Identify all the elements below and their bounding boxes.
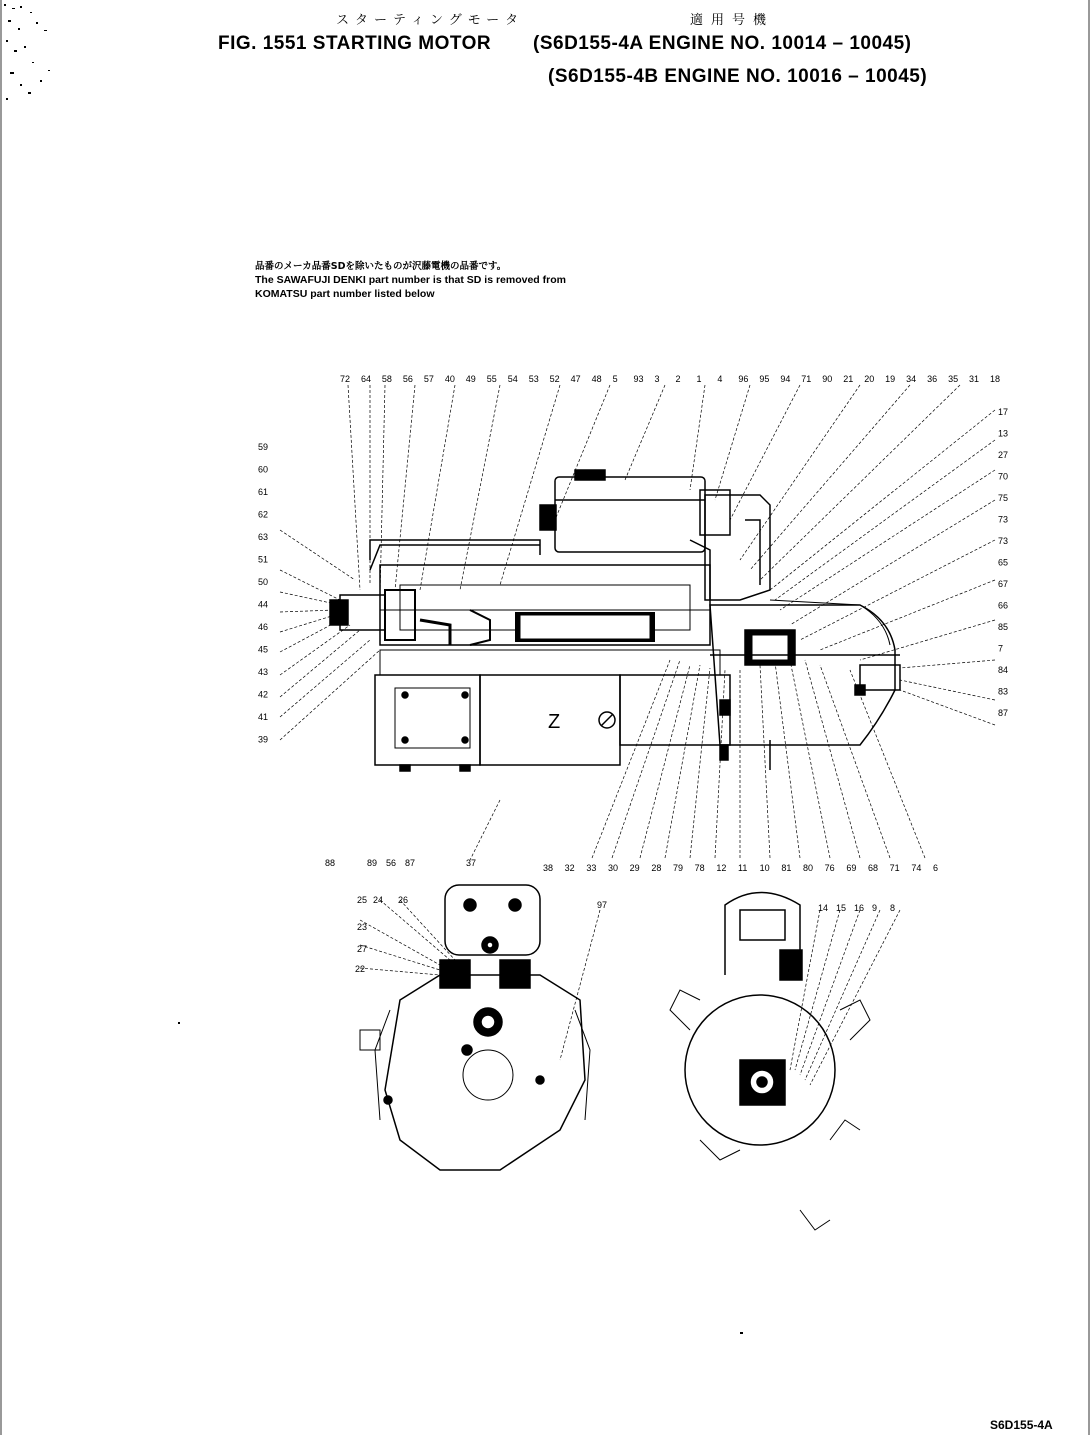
callout-number: 28 [651, 863, 662, 873]
callout-number: 90 [822, 374, 833, 384]
callout-number: 55 [486, 374, 497, 384]
callout-number: 30 [608, 863, 619, 873]
callout-number: 36 [927, 374, 938, 384]
callout-number: 56 [402, 374, 413, 384]
callout-number: 16 [854, 903, 865, 913]
callout-number: 33 [586, 863, 597, 873]
callout-number: 10 [759, 863, 770, 873]
note-line-2: KOMATSU part number listed below [255, 288, 435, 300]
callout-number: 73 [998, 536, 1009, 546]
callout-number: 58 [381, 374, 392, 384]
callout-number: 47 [570, 374, 581, 384]
callout-number: 76 [824, 863, 835, 873]
callout-number: 94 [780, 374, 791, 384]
callout-number: 19 [885, 374, 896, 384]
callout-number: 46 [258, 622, 269, 632]
callout-number: 61 [258, 487, 269, 497]
solenoid-body [555, 477, 705, 552]
callout-number: 53 [528, 374, 539, 384]
callout-number: 57 [423, 374, 434, 384]
svg-text:Z: Z [548, 711, 561, 733]
callout-number: 87 [998, 708, 1009, 718]
callout-number: 11 [738, 863, 748, 873]
callout-number: 23 [357, 922, 368, 932]
callout-number: 35 [948, 374, 959, 384]
callouts-bottom-row [543, 863, 938, 873]
callout-number: 56 [386, 858, 397, 868]
rear-cover-outline [385, 975, 585, 1170]
callout-number: 15 [836, 903, 847, 913]
figure-title: FIG. 1551 STARTING MOTOR [218, 33, 492, 54]
engine-range-line-2: (S6D155-4B ENGINE NO. 10016 – 10045) [548, 66, 928, 87]
callout-number: 44 [258, 599, 269, 610]
callout-number: 88 [325, 858, 336, 868]
callout-number: 73 [998, 514, 1009, 525]
note-japanese: 品番のメーカ品番SDを除いたものが沢藤電機の品番です。 [255, 261, 507, 272]
japanese-applicable-label: 適用号機 [690, 13, 775, 28]
callout-number: 81 [781, 863, 792, 873]
callout-number: 22 [355, 964, 366, 974]
callout-number: 9 [872, 903, 878, 913]
callout-number: 21 [843, 374, 854, 384]
drive-end-view [670, 893, 870, 1231]
callout-number: 87 [405, 858, 416, 868]
callouts-top-row [340, 374, 1000, 384]
callout-number: 52 [549, 374, 560, 384]
callout-number: 49 [465, 374, 476, 384]
callout-number: 67 [998, 579, 1009, 589]
callout-number: 37 [466, 858, 477, 868]
callout-number: 5 [612, 374, 618, 384]
callout-number: 40 [444, 374, 455, 384]
japanese-title: スターティングモータ [336, 13, 525, 28]
callout-number: 69 [846, 863, 857, 873]
callout-number: 29 [629, 863, 640, 873]
callout-number: 68 [868, 863, 879, 873]
callout-number: 31 [969, 374, 980, 384]
callout-number: 93 [633, 374, 644, 384]
callout-number: 17 [998, 407, 1009, 417]
callout-number: 84 [998, 665, 1009, 675]
callout-number: 41 [258, 712, 269, 722]
callout-number: 60 [258, 464, 269, 475]
callout-number: 65 [998, 557, 1009, 568]
callouts-lower-right [818, 903, 895, 913]
callout-number: 27 [998, 450, 1009, 460]
callouts-left-column [258, 442, 268, 745]
callout-number: 26 [398, 895, 409, 905]
engine-range-line-1: (S6D155-4A ENGINE NO. 10014 – 10045) [533, 33, 912, 54]
callout-number: 39 [258, 734, 269, 745]
callout-number: 50 [258, 577, 269, 587]
section-view [330, 470, 900, 771]
callouts-right-column [998, 407, 1008, 718]
callout-number: 51 [258, 554, 269, 565]
callout-number: 75 [998, 493, 1009, 503]
callout-number: 3 [654, 374, 660, 384]
rear-end-view [360, 885, 590, 1170]
note-line-1: The SAWAFUJI DENKI part number is that SD is removed from [255, 274, 566, 286]
callout-number: 70 [998, 471, 1009, 482]
callout-number: 85 [998, 622, 1009, 632]
callout-number: 7 [998, 643, 1004, 654]
callout-number: 24 [373, 895, 384, 905]
callout-number: 89 [367, 858, 378, 868]
callout-number: 34 [906, 374, 917, 384]
callout-number: 12 [716, 863, 727, 873]
callout-number: 14 [818, 903, 829, 913]
callout-number: 8 [890, 903, 896, 913]
scan-noise [4, 4, 50, 100]
callout-number: 4 [717, 374, 723, 384]
callout-number: 18 [990, 374, 1001, 384]
callout-number: 42 [258, 689, 269, 700]
callout-number: 83 [998, 686, 1009, 697]
callout-number: 45 [258, 644, 269, 655]
callout-number: 71 [889, 863, 900, 873]
callout-number: 71 [801, 374, 812, 384]
drive-housing [710, 605, 895, 745]
callout-number: 66 [998, 600, 1009, 611]
callout-number: 63 [258, 532, 269, 542]
callout-number: 25 [357, 895, 368, 905]
callout-number: 97 [597, 900, 608, 910]
callout-number: 38 [543, 863, 554, 873]
callout-number: 43 [258, 667, 269, 677]
callout-number: 20 [864, 374, 875, 384]
callout-number: 13 [998, 428, 1009, 439]
callout-number: 54 [507, 374, 518, 384]
callout-number: 27 [357, 944, 368, 954]
callout-number: 48 [591, 374, 602, 384]
callout-number: 2 [675, 374, 681, 384]
callout-number: 72 [340, 374, 351, 384]
callout-number: 74 [911, 863, 922, 873]
callout-number: 80 [803, 863, 814, 873]
callout-number: 78 [694, 863, 705, 873]
callout-number: 95 [759, 374, 770, 384]
callout-number: 62 [258, 509, 269, 520]
callout-number: 32 [564, 863, 575, 873]
callout-number: 64 [360, 374, 371, 384]
drawing-code: S6D155-4A [990, 1418, 1053, 1432]
callouts-lower-left [325, 858, 607, 974]
callout-number: 59 [258, 442, 269, 452]
callout-number: 96 [738, 374, 749, 384]
callout-number: 6 [933, 863, 939, 873]
callout-number: 1 [696, 374, 702, 384]
callout-number: 79 [673, 863, 684, 873]
